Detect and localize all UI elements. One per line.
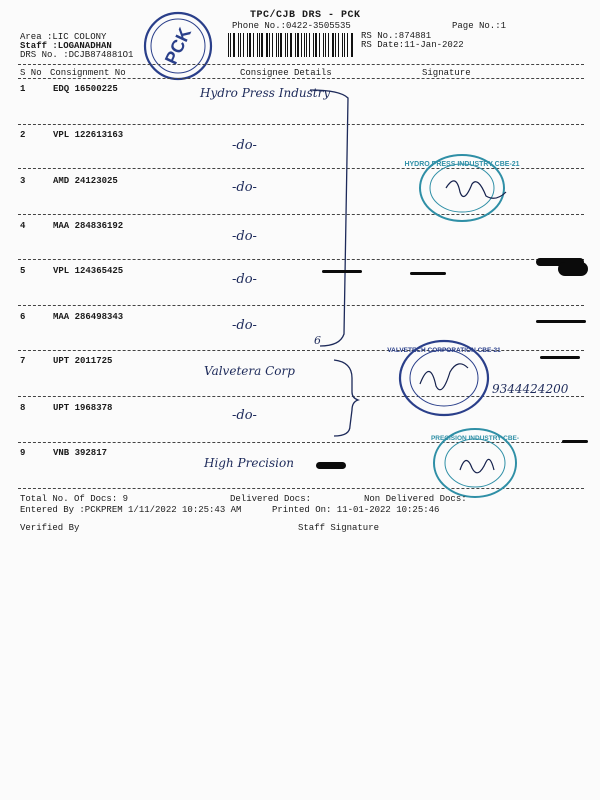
barcode-bar xyxy=(287,33,288,57)
barcode-bar xyxy=(269,33,270,57)
barcode-bar xyxy=(240,33,241,57)
staff-signature-label: Staff Signature xyxy=(298,523,380,533)
column-header-signature: Signature xyxy=(422,68,471,78)
barcode-bar xyxy=(228,33,229,57)
scan-ink-mark xyxy=(410,272,446,275)
row-consignee-handwritten: -do- xyxy=(232,408,257,423)
delivered-docs: Delivered Docs: xyxy=(230,494,312,504)
row-consignee-handwritten: Hydro Press Industry xyxy=(200,86,331,100)
scan-ink-mark xyxy=(322,270,362,273)
row-sno: 9 xyxy=(20,448,26,458)
barcode-bar xyxy=(233,33,235,57)
staff-field: Staff :LOGANADHAN xyxy=(20,41,112,51)
barcode-bar xyxy=(306,33,307,57)
barcode-bar xyxy=(313,33,314,57)
drs-number: DRS No. :DCJB874881O1 xyxy=(20,50,134,60)
row-consignment: VPL 122613163 xyxy=(53,130,124,140)
pck-stamp-text: PCK xyxy=(160,24,196,68)
row-consignment: MAA 286498343 xyxy=(53,312,124,322)
rs-date: RS Date:11-Jan-2022 xyxy=(361,40,464,50)
barcode-bar xyxy=(276,33,277,57)
barcode-bar xyxy=(319,33,320,57)
barcode-bar xyxy=(297,33,299,57)
precision-stamp xyxy=(430,426,520,500)
row-consignee-handwritten: -do- xyxy=(232,229,257,244)
valvetech-stamp xyxy=(387,338,501,420)
barcode-bar xyxy=(259,33,260,57)
scan-ink-mark xyxy=(316,462,346,469)
row-sno: 3 xyxy=(20,176,26,186)
barcode-bar xyxy=(257,33,258,57)
barcode-bar xyxy=(342,33,343,57)
scan-ink-mark xyxy=(536,320,586,323)
non-delivered-docs: Non Delivered Docs: xyxy=(364,494,467,504)
hydro-press-stamp xyxy=(404,152,520,224)
row-consignment: VPL 124365425 xyxy=(53,266,124,276)
barcode-bar xyxy=(315,33,317,57)
entered-by: Entered By :PCKPREM 1/11/2022 10:25:43 AM xyxy=(20,505,242,515)
handwritten-bracket xyxy=(328,356,362,440)
barcode-bar xyxy=(261,33,262,57)
row-consignee-handwritten: -do- xyxy=(232,138,257,153)
barcode-bar xyxy=(344,33,345,57)
total-docs: Total No. Of Docs: 9 xyxy=(20,494,129,504)
barcode-bar xyxy=(347,33,348,57)
barcode-bar xyxy=(325,33,326,57)
pck-stamp xyxy=(140,8,216,84)
barcode-bar xyxy=(266,33,268,57)
barcode-bar xyxy=(247,33,248,57)
barcode-bar xyxy=(243,33,244,57)
page-number: Page No.:1 xyxy=(452,21,507,31)
hydro-stamp-text: HYDRO PRESS INDUSTRY CBE-21 xyxy=(404,161,520,168)
scan-ink-mark xyxy=(562,440,588,443)
row-consignment: MAA 284836192 xyxy=(53,221,124,231)
barcode-bar xyxy=(290,33,291,57)
row-consignment: AMD 24123025 xyxy=(53,176,118,186)
barcode-bar xyxy=(278,33,279,57)
row-consignee-handwritten: -do- xyxy=(232,318,257,333)
row-consignment: EDQ 16500225 xyxy=(53,84,118,94)
row-sno: 6 xyxy=(20,312,26,322)
barcode-bar xyxy=(328,33,329,57)
handwritten-phone: 9344424200 xyxy=(492,382,569,396)
verified-by-label: Verified By xyxy=(20,523,80,533)
barcode-bar xyxy=(351,33,353,57)
barcode-bar xyxy=(335,33,336,57)
row-consignee-handwritten: -do- xyxy=(232,180,257,195)
barcode-bar xyxy=(323,33,324,57)
column-header-consignment: Consignment No xyxy=(50,68,126,78)
rs-number: RS No.:874881 xyxy=(361,31,432,41)
scan-ink-mark xyxy=(540,356,580,359)
row-consignee-handwritten: High Precision xyxy=(204,456,294,470)
valvetech-stamp-text: VALVETECH CORPORATION CBE-21 xyxy=(387,347,501,354)
barcode-bar xyxy=(332,33,334,57)
area-field: Area :LIC COLONY xyxy=(20,32,107,42)
barcode-bar xyxy=(238,33,239,57)
printed-on: Printed On: 11-01-2022 10:25:46 xyxy=(272,505,440,515)
row-sno: 7 xyxy=(20,356,26,366)
barcode-bar xyxy=(249,33,251,57)
row-divider xyxy=(18,396,584,397)
barcode-bar xyxy=(304,33,305,57)
barcode-bar xyxy=(338,33,339,57)
barcode-bar xyxy=(230,33,231,57)
barcode-bar xyxy=(280,33,282,57)
bracket-count: 6 xyxy=(314,334,321,347)
row-sno: 2 xyxy=(20,130,26,140)
divider xyxy=(18,64,584,65)
row-sno: 8 xyxy=(20,403,26,413)
row-consignee-handwritten: -do- xyxy=(232,272,257,287)
row-sno: 4 xyxy=(20,221,26,231)
sheet-title: TPC/CJB DRS - PCK xyxy=(250,10,361,21)
precision-stamp-text: PRECISION INDUSTRY CBE- xyxy=(430,435,520,442)
column-header-sno: S No xyxy=(20,68,42,78)
barcode-bar xyxy=(272,33,273,57)
row-sno: 5 xyxy=(20,266,26,276)
scan-ink-mark xyxy=(558,262,588,276)
row-consignment: UPT 1968378 xyxy=(53,403,113,413)
row-sno: 1 xyxy=(20,84,26,94)
barcode-bar xyxy=(301,33,302,57)
row-consignment: UPT 2011725 xyxy=(53,356,113,366)
row-consignee-handwritten: Valvetera Corp xyxy=(204,364,295,378)
barcode-bar xyxy=(295,33,296,57)
handwritten-bracket xyxy=(300,84,360,354)
row-consignment: VNB 392817 xyxy=(53,448,108,458)
barcode-bar xyxy=(309,33,310,57)
barcode xyxy=(228,33,354,57)
barcode-bar xyxy=(253,33,254,57)
divider xyxy=(18,78,584,79)
barcode-bar xyxy=(285,33,286,57)
column-header-consignee: Consignee Details xyxy=(240,68,332,78)
phone-number: Phone No.:0422-3505535 xyxy=(232,21,351,31)
